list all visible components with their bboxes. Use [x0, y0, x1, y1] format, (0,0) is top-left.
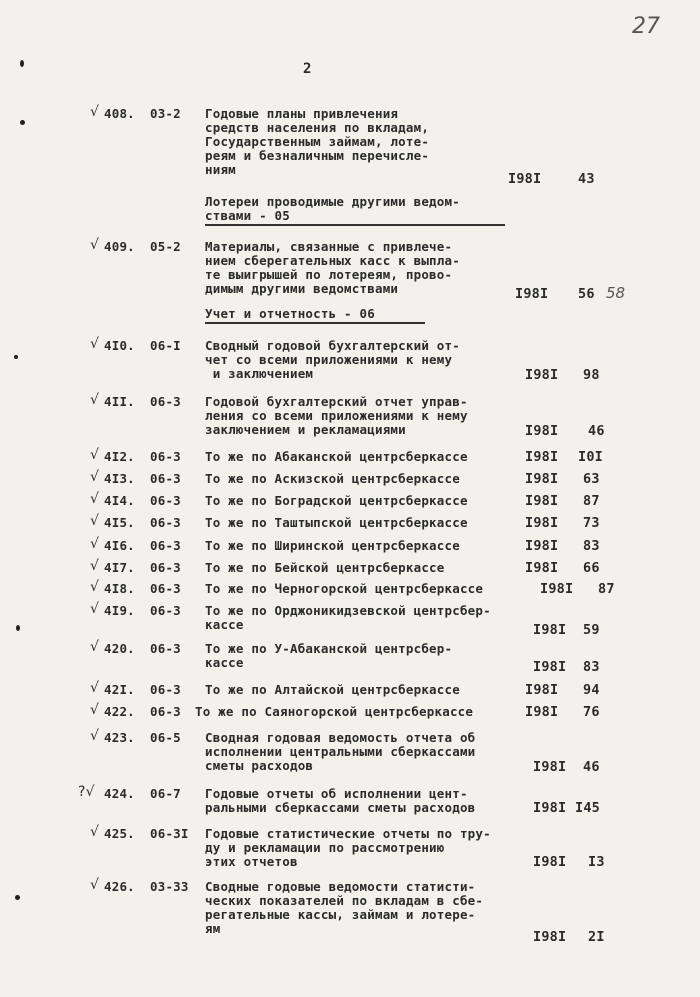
item-description: Сводные годовые ведомости статисти- ческих показателей по вкладам в сбе- регательные кассы, займам и лотере- ям [205, 879, 484, 936]
item-page-count: 73 [583, 515, 600, 531]
check-mark: √ [90, 336, 100, 352]
check-mark: √ [90, 392, 100, 408]
check-mark: √ [90, 579, 100, 595]
binder-hole [16, 625, 20, 631]
item-number: 425. [104, 826, 135, 841]
index-code: 06-3 [150, 581, 181, 596]
index-code: 03-33 [150, 879, 189, 894]
item-number: 4I3. [104, 471, 135, 486]
item-page-count: 66 [583, 560, 600, 576]
binder-hole [15, 895, 20, 900]
item-number: 423. [104, 730, 135, 745]
item-page-count: 43 [578, 171, 595, 187]
item-year: I98I [525, 367, 559, 383]
item-number: 4II. [104, 394, 135, 409]
item-description: То же по Черногорской центрсберкассе [205, 581, 484, 596]
item-year: I98I [533, 659, 567, 675]
item-description: То же по Абаканской центрсберкассе [205, 449, 468, 464]
item-number: 420. [104, 641, 135, 656]
check-mark: √ [90, 728, 100, 744]
item-number: 422. [104, 704, 135, 719]
item-page-count: 59 [583, 622, 600, 638]
index-code: 06-3 [150, 449, 181, 464]
index-code: 06-3 [150, 515, 181, 530]
item-year: I98I [533, 929, 567, 945]
item-year: I98I [533, 759, 567, 775]
item-description: То же по У-Абаканской центрсбер- кассе [205, 641, 453, 670]
item-year: I98I [525, 560, 559, 576]
check-mark: √ [90, 824, 100, 840]
section-underline [205, 322, 425, 324]
page-number: 2 [303, 61, 312, 77]
index-code: 05-2 [150, 239, 181, 254]
index-code: 06-3 [150, 704, 181, 719]
item-description: То же по Орджоникидзевской центрсбер- кассе [205, 603, 491, 632]
item-year: I98I [533, 622, 567, 638]
item-year: I98I [533, 854, 567, 870]
check-mark: √ [90, 536, 100, 552]
index-code: 06-3 [150, 641, 181, 656]
item-year: I98I [508, 171, 542, 187]
item-description: То же по Боградской центрсберкассе [205, 493, 468, 508]
item-number: 4I2. [104, 449, 135, 464]
item-number: 426. [104, 879, 135, 894]
check-mark: √ [90, 513, 100, 529]
item-year: I98I [525, 449, 559, 465]
index-code: 06-5 [150, 730, 181, 745]
item-year: I98I [533, 800, 567, 816]
index-code: 06-3I [150, 826, 189, 841]
binder-hole [20, 60, 24, 67]
item-description: То же по Саяногорской центрсберкассе [195, 704, 474, 719]
item-number: 4I5. [104, 515, 135, 530]
item-page-count: 46 [588, 423, 605, 439]
item-description: Годовой бухгалтерский отчет управ- ления со всеми приложениями к нему заключением и рекламациями [205, 394, 468, 437]
index-code: 06-3 [150, 493, 181, 508]
section-heading-lotteries: Лотереи проводимые другими ведом- ствами - 05 [205, 194, 460, 223]
check-mark: √ [90, 104, 100, 120]
item-description: Годовые отчеты об исполнении цент- ральными сберкассами сметы расходов [205, 786, 476, 815]
item-page-count: 87 [598, 581, 615, 597]
check-mark: √ [90, 601, 100, 617]
item-page-count: I3 [588, 854, 605, 870]
item-description: Сводная годовая ведомость отчета об исполнении центральными сберкассами сметы расходов [205, 730, 476, 773]
index-code: 06-7 [150, 786, 181, 801]
index-code: 06-3 [150, 538, 181, 553]
item-page-count: 83 [583, 659, 600, 675]
item-page-count: 87 [583, 493, 600, 509]
item-page-count: 46 [583, 759, 600, 775]
item-number: 424. [104, 786, 135, 801]
archive-page-number: 27 [632, 14, 660, 39]
item-year: I98I [525, 493, 559, 509]
item-description: Годовые статистические отчеты по тру- ду и рекламации по рассмотрению этих отчетов [205, 826, 491, 869]
item-description: То же по Алтайской центрсберкассе [205, 682, 460, 697]
binder-hole [14, 355, 18, 359]
item-year: I98I [525, 704, 559, 720]
item-year: I98I [525, 471, 559, 487]
index-code: 06-3 [150, 682, 181, 697]
item-page-count: 2I [588, 929, 605, 945]
item-number: 4I6. [104, 538, 135, 553]
index-code: 06-3 [150, 394, 181, 409]
item-number: 4I4. [104, 493, 135, 508]
item-number: 4I7. [104, 560, 135, 575]
check-mark: √ [90, 639, 100, 655]
item-page-count: I45 [575, 800, 600, 816]
item-year: I98I [525, 423, 559, 439]
handwritten-page-count: 58 [606, 284, 626, 302]
check-mark: √ [90, 491, 100, 507]
item-description: Материалы, связанные с привлече- нием сберегательных касс к выпла- те выигрышей по лотереям, прово- димым другими ведомствами [205, 239, 460, 296]
item-page-count: 94 [583, 682, 600, 698]
item-year: I98I [525, 682, 559, 698]
check-mark: √ [90, 237, 100, 253]
check-mark: √ [90, 702, 100, 718]
item-description: То же по Таштыпской центрсберкассе [205, 515, 468, 530]
item-page-count: 83 [583, 538, 600, 554]
item-page-count: 98 [583, 367, 600, 383]
index-code: 06-3 [150, 471, 181, 486]
item-number: 4I9. [104, 603, 135, 618]
item-page-count: 63 [583, 471, 600, 487]
item-description: Сводный годовой бухгалтерский от- чет со всеми приложениями к нему и заключением [205, 338, 460, 381]
item-description: Годовые планы привлечения средств населения по вкладам, Государственным займам, лоте- реям и безналичным перечисле- ниям [205, 106, 430, 177]
check-mark: √ [90, 447, 100, 463]
item-number: 4I0. [104, 338, 135, 353]
item-number: 408. [104, 106, 135, 121]
index-code: 03-2 [150, 106, 181, 121]
item-description: То же по Ширинской центрсберкассе [205, 538, 460, 553]
check-mark: √ [90, 680, 100, 696]
item-number: 4I8. [104, 581, 135, 596]
item-year: I98I [525, 538, 559, 554]
binder-hole [20, 120, 25, 125]
index-code: 06-3 [150, 603, 181, 618]
section-underline [205, 224, 505, 226]
item-year: I98I [540, 581, 574, 597]
item-description: То же по Аскизской центрсберкассе [205, 471, 460, 486]
item-page-count: 76 [583, 704, 600, 720]
check-mark: √ [90, 558, 100, 574]
item-year: I98I [515, 286, 549, 302]
check-mark: √ [90, 469, 100, 485]
check-mark: √ [90, 877, 100, 893]
item-description: То же по Бейской центрсберкассе [205, 560, 445, 575]
index-code: 06-I [150, 338, 181, 353]
check-mark: ?√ [78, 784, 95, 800]
item-number: 42I. [104, 682, 135, 697]
item-number: 409. [104, 239, 135, 254]
section-heading-accounting: Учет и отчетность - 06 [205, 306, 375, 321]
item-page-count: 56 [578, 286, 595, 302]
index-code: 06-3 [150, 560, 181, 575]
item-year: I98I [525, 515, 559, 531]
item-page-count: I0I [578, 449, 603, 465]
